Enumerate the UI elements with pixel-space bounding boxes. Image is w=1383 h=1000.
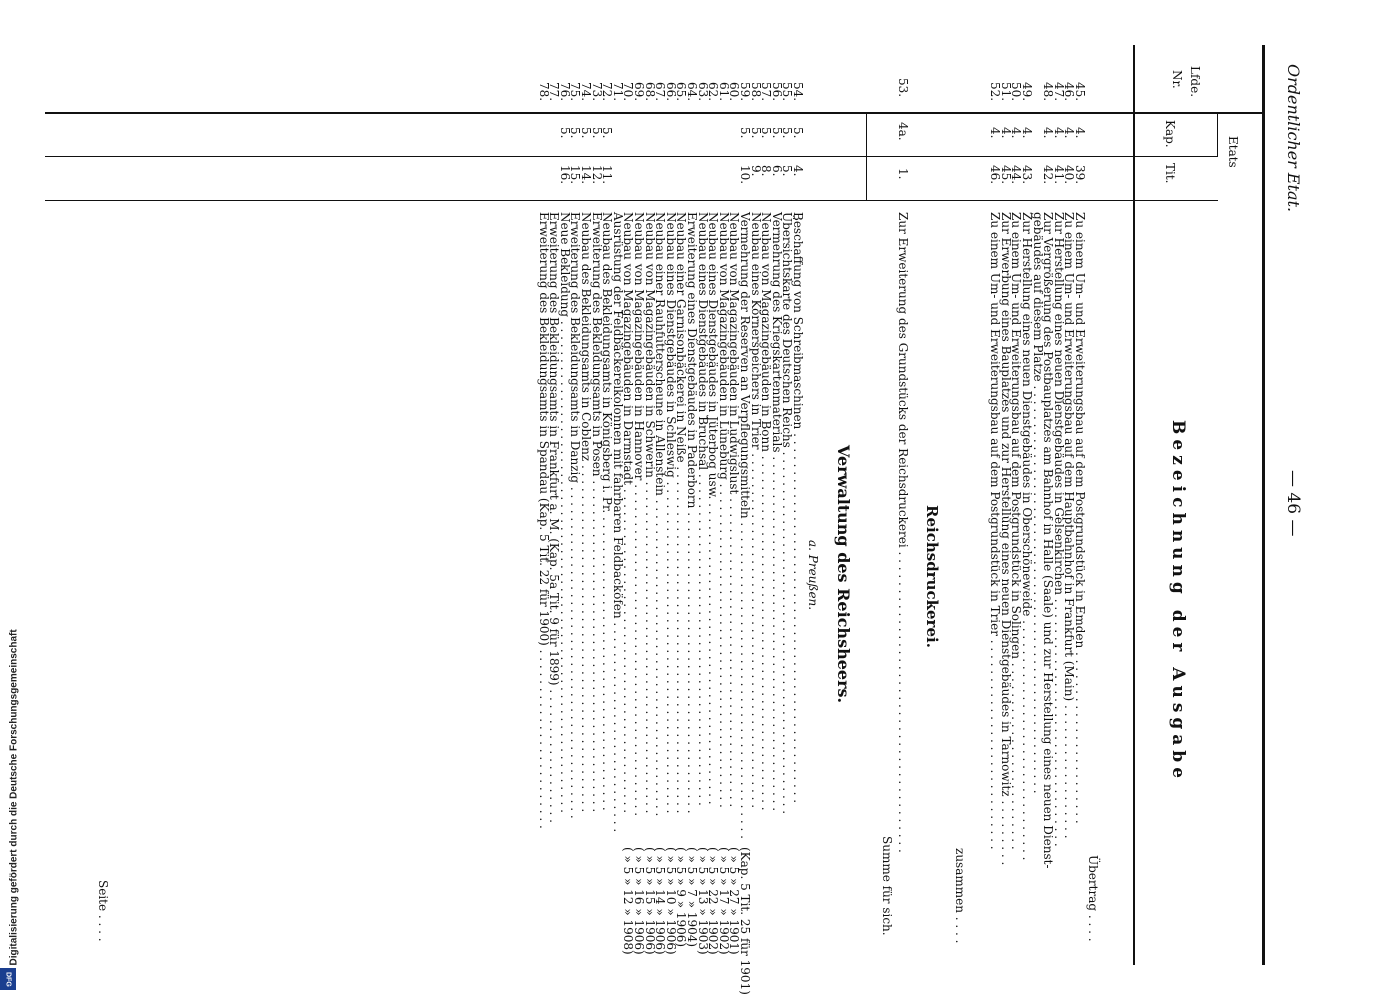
row-tit: 10. xyxy=(738,165,752,185)
row-nr: 48. xyxy=(1041,82,1056,102)
row-label: Übersichtskarte des Deutschen Reichs . . . . . . . . . . . . . . . . . . . . . . . . . . . . . . . . . . . . . . . . . . . . . . . . xyxy=(780,212,795,815)
row-nr: 59. xyxy=(738,82,752,102)
row-kap: 4. xyxy=(1051,127,1066,139)
col-rule-2 xyxy=(45,200,1218,201)
section-divider xyxy=(866,112,867,200)
page-left-title: Ordentlicher Etat. xyxy=(1284,64,1303,213)
col-etats: Etats xyxy=(1226,136,1240,168)
row-tit: 12. xyxy=(589,165,604,185)
row-nr: 52. xyxy=(988,82,1003,102)
row-label: Zu einem Um- und Erweiterungsbau auf dem Postgrundstück in Solingen . . . . . . . . . . . . . . . . . . . . . . . . . xyxy=(1009,212,1024,850)
row-nr: 62. xyxy=(706,82,721,102)
row-nr: 51. xyxy=(998,82,1013,102)
row-nr: 71. xyxy=(610,82,625,102)
row-tit: 4. xyxy=(791,165,805,177)
row-tit: 15. xyxy=(568,165,583,185)
row-reference: ( » 5 » 10 » 1906) xyxy=(663,847,678,955)
col-kap: Kap. xyxy=(1163,120,1177,148)
row-label: Neubau von Magazingebäuden in Ludwigslust . . . . . . . . . . . . . . . . . . . . . . . . . . . . . . . . . . . . . . . . . xyxy=(727,212,742,808)
row-nr: 73. xyxy=(589,82,604,102)
etats-rule xyxy=(1217,112,1218,156)
row-reference: ( » 5 » 15 » 1906) xyxy=(642,847,657,955)
row-label: Erweiterung eines Dienstgebäudes in Paderborn . . . . . . . . . . . . . . . . . . . . . . . . . . . . . . . . . . . . . . . . xyxy=(685,212,699,814)
row-nr: 45. xyxy=(1073,82,1087,102)
row-reference: ( » 5 » 22 » 1902) xyxy=(706,847,721,955)
row-tit: 16. xyxy=(557,165,572,185)
row-tit: 6. xyxy=(769,165,784,177)
row-kap: 5. xyxy=(600,127,615,139)
group2-text: Zur Erweiterung des Grundstücks der Reichsdruckerei . . . . . . . . . . . . . . . . . . . . . . . . . . . . . . . . . . . . . . . . xyxy=(896,212,910,853)
table-row xyxy=(990,212,1001,982)
row-label: Erweiterung des Bekleidungsamts in Posen . . . . . . . . . . . . . . . . . . . . . . . . . . . . . . . . . . . . . . . . . . . . xyxy=(589,212,604,813)
header-rule-top xyxy=(1262,45,1265,965)
row-kap: 5. xyxy=(769,127,784,139)
row-tit: 5. xyxy=(780,165,795,177)
row-label: Neue Bekleidung . . . . . . . . . . . . . . . . . . . . . . . . . . . . . . . . . . . . . . . . . . . . . . . . . . . . . . . . . . . . . . . . . xyxy=(557,212,572,813)
col-lfde: Lfde. xyxy=(1188,66,1202,98)
row-reference: ( » 5 » 16 » 1906) xyxy=(632,847,646,955)
row-reference: ( » 5 » 9 » 1906) xyxy=(674,847,689,948)
seite-line: Seite . . . . xyxy=(96,880,110,942)
header-rule-bottom xyxy=(1133,45,1135,965)
row-kap: 4. xyxy=(1041,127,1056,139)
section-reichsheer: Verwaltung des Reichsheers. xyxy=(834,445,853,704)
row-nr: 56. xyxy=(769,82,784,102)
row-kap: 5. xyxy=(791,127,805,139)
row-label: Ausrüstung der Feldbäckereikolonnen mit fahrbaren Feldbacköfen . . . . . . . . . . . . . . . . . . . . . . . . . . . . xyxy=(610,212,625,833)
row-label: Neubau eines Dienstgebäudes in Jüterbog usw. . . . . . . . . . . . . . . . . . . . . . . . . . . . . . . . . . . . . . . . . xyxy=(706,212,721,805)
row-nr: 47. xyxy=(1051,82,1066,102)
row-label: Erweiterung des Bekleidungsamts in Frankfurt a. M. (Kap. 5a Tit. 9 für 1899) . . . . . . . . . . . . . . . . . . xyxy=(547,212,562,823)
row-label: Neubau von Magazingebäuden in Lüneburg . . . . . . . . . . . . . . . . . . . . . . . . . . . . . . . . . . . . . . . . . . . xyxy=(716,212,731,808)
row-label: Neubau des Bekleidungsamts in Königsberg i. Pr. . . . . . . . . . . . . . . . . . . . . . . . . . . . . . . . . . . . . . . . xyxy=(600,212,615,811)
footer-note: Digitalisierung gefördert durch die Deutsche Forschungsgemeinschaft xyxy=(8,629,20,966)
row-kap: 5. xyxy=(579,127,593,139)
row-kap: 4. xyxy=(998,127,1013,139)
row-label: Zur Herstellung eines neuen Dienstgebäudes in Gelsenkirchen . . . . . . . . . . . . . . . . . . . . . . . . . . . . . . . . . xyxy=(1051,212,1066,847)
row-nr: 65. xyxy=(674,82,689,102)
row-kap: 4. xyxy=(1073,127,1087,139)
col-tit: Tit. xyxy=(1163,163,1177,184)
row-nr: 76. xyxy=(557,82,572,102)
row-tit: 14. xyxy=(579,165,593,185)
row-nr: 64. xyxy=(685,82,699,102)
row-reference: ( » 5 » 7 » 1904) xyxy=(685,847,699,948)
row-label: Neubau eines Dienstgebäudes in Schleswig . . . . . . . . . . . . . . . . . . . . . . . . . . . . . . . . . . . . . . . . . . . . xyxy=(663,212,678,814)
row-nr: 61. xyxy=(716,82,731,102)
col-rule-1 xyxy=(45,112,1265,114)
row-label: Neubau des Bekleidungsamts in Coblenz . . . . . . . . . . . . . . . . . . . . . . . . . . . . . . . . . . . . . . . . . . . . . . xyxy=(579,212,593,813)
col-nr: Nr. xyxy=(1170,70,1184,89)
group2-tit: 1. xyxy=(896,168,910,180)
row-nr: 74. xyxy=(579,82,593,102)
dfg-logo: DFG xyxy=(0,968,16,990)
row-tit: 40. xyxy=(1062,165,1077,185)
row-nr: 57. xyxy=(759,82,774,102)
row-tit: 8. xyxy=(759,165,774,177)
row-kap: 5. xyxy=(738,127,752,139)
col-rule-kap xyxy=(45,156,1218,157)
row-kap: 5. xyxy=(557,127,572,139)
row-kap: 4. xyxy=(1009,127,1024,139)
group2-kap: 4a. xyxy=(896,122,910,141)
row-label: Neubau einer Rauhfutterscheune in Allenstein . . . . . . . . . . . . . . . . . . . . . . . . . . . . . . . . . . . . . . . . . . xyxy=(653,212,668,817)
row-label: Zur Herstellung eines neuen Dienstgebäudes in Oberschöneweide . . . . . . . . . . . . . . . . . . . . . . . . . . . . . . . . xyxy=(1020,212,1034,861)
row-nr: 67. xyxy=(653,82,668,102)
row-nr: 55. xyxy=(780,82,795,102)
table-row xyxy=(538,212,549,982)
row-kap: 5. xyxy=(780,127,795,139)
row-nr: 63. xyxy=(695,82,710,102)
row-tit: 11. xyxy=(600,165,615,185)
row-tit: 43. xyxy=(1020,165,1034,185)
row-tit: 39. xyxy=(1073,165,1087,185)
row-label: Zur Erwerbung eines Bauplatzes und zur Herstellung eines neuen Dienstgebäudes in Tarnowitz . . . . . . . . . xyxy=(998,212,1013,866)
row-nr: 72. xyxy=(600,82,615,102)
section-reichsdruckerei: Reichsdruckerei. xyxy=(923,505,941,648)
row-nr: 50. xyxy=(1009,82,1024,102)
row-nr: 68. xyxy=(642,82,657,102)
row-kap: 5. xyxy=(589,127,604,139)
row-nr: 49. xyxy=(1020,82,1034,102)
row-tit: 9. xyxy=(748,165,763,177)
row-label: gebäudes auf diesem Platze . . . . . . . . . . . . . . . . . . . . . . . . . . . . . . . . . . . . . . . . . . . . . . . . . . . . . . xyxy=(1030,212,1045,794)
row-label: Neubau von Magazingebäuden in Bonn . . . . . . . . . . . . . . . . . . . . . . . . . . . . . . . . . . . . . . . . . . . . . . . xyxy=(759,212,774,811)
row-label: Vermehrung der Reserven an Verpflegungsmitteln . . . . . . . . . . . . . . . . . . . . . . . . . . . . . . . . . . . . . . . . . . xyxy=(738,212,752,839)
row-reference: ( » 5 » 14 » 1906) xyxy=(653,847,668,955)
row-kap: 4. xyxy=(1062,127,1077,139)
row-reference: ( » 5 » 13 » 1903) xyxy=(695,847,710,955)
subsection-preussen: a. Preußen. xyxy=(806,540,820,611)
row-label: Neubau von Magazingebäuden in Hannover . . . . . . . . . . . . . . . . . . . . . . . . . . . . . . . . . . . . . . . . . . . . xyxy=(632,212,646,817)
row-kap: 4. xyxy=(1020,127,1034,139)
row-kap: 5. xyxy=(568,127,583,139)
row-label: Erweiterung des Bekleidungsamts in Danzig . . . . . . . . . . . . . . . . . . . . . . . . . . . . . . . . . . . . . . . . . . . . xyxy=(568,212,583,819)
row-label: Neubau einer Garnisonbäckerei in Neiße . . . . . . . . . . . . . . . . . . . . . . . . . . . . . . . . . . . . . . . . . . . . . . xyxy=(674,212,689,814)
group2-nr: 53. xyxy=(896,78,910,98)
summe-fuer-sich: Summe für sich. xyxy=(880,836,894,936)
row-nr: 66. xyxy=(663,82,678,102)
row-nr: 60. xyxy=(727,82,742,102)
row-nr: 70. xyxy=(621,82,636,102)
page-number: — 46 — xyxy=(1283,470,1303,537)
row-label: Zu einem Um- und Erweiterungsbau auf dem Postgrundstück in Trier . . . . . . . . . . . . . . . . . . . . . . . . . . . . xyxy=(988,212,1003,850)
row-kap: 5. xyxy=(759,127,774,139)
row-nr: 46. xyxy=(1062,82,1077,102)
row-label: Zu einem Um- und Erweiterungsbau auf dem Postgrundstück in Emden . . . . . . . . . . . . . . . . . . . . . . . xyxy=(1073,212,1087,824)
col-bezeichnung: Bezeichnung der Ausgabe xyxy=(1168,420,1188,784)
row-reference: (Kap. 5 Tit. 25 für 1901) xyxy=(738,847,752,995)
row-label: Zur Vergrößerung des Postbauplatzes am Bahnhof in Halle (Saale) und zur Herstellung eines neuen Dienst- xyxy=(1041,212,1056,869)
row-label: Neubau von Magazingebäuden in Schwerin . . . . . . . . . . . . . . . . . . . . . . . . . . . . . . . . . . . . . . . . . . . . xyxy=(642,212,657,814)
row-kap: 4. xyxy=(988,127,1003,139)
row-reference: ( » 5 » 27 » 1901) xyxy=(727,847,742,955)
row-tit: 41. xyxy=(1051,165,1066,185)
row-label: Vermehrung des Kriegskartenmaterials . . . . . . . . . . . . . . . . . . . . . . . . . . . . . . . . . . . . . . . . . . . . . . . xyxy=(769,212,784,812)
uebertrag-line: Übertrag . . . . xyxy=(1086,855,1100,942)
zusammen-line: zusammen . . . . xyxy=(953,848,967,944)
row-nr: 54. xyxy=(791,82,805,102)
row-nr: 58. xyxy=(748,82,763,102)
row-nr: 78. xyxy=(536,82,551,102)
row-label: Neubau eines Dienstgebäudes in Bruchsal . . . . . . . . . . . . . . . . . . . . . . . . . . . . . . . . . . . . . . . . . . . . xyxy=(695,212,710,806)
row-kap: 5. xyxy=(748,127,763,139)
row-tit: 44. xyxy=(1009,165,1024,185)
row-label: Zu einem Um- und Erweiterungsbau auf dem Hauptbahnhof in Frankfurt (Main) . . . . . . . . . . . . . . . . . . xyxy=(1062,212,1077,839)
row-label: Beschaffung von Schreibmaschinen . . . . . . . . . . . . . . . . . . . . . . . . . . . . . . . . . . . . . . . . . . . . . . . . . xyxy=(791,212,805,804)
row-label: Neubau eines Körnerspeichers in Trier . . . . . . . . . . . . . . . . . . . . . . . . . . . . . . . . . . . . . . . . . . . . . . . xyxy=(748,212,763,809)
row-tit: 42. xyxy=(1041,165,1056,185)
row-tit: 46. xyxy=(988,165,1003,185)
row-reference: ( » 5 » 12 » 1908) xyxy=(621,847,636,955)
row-nr: 69. xyxy=(632,82,646,102)
row-label: Neubau von Magazingebäuden in Darmstadt . . . . . . . . . . . . . . . . . . . . . . . . . . . . . . . . . . . . . . . . . . . xyxy=(621,212,636,814)
row-nr: 75. xyxy=(568,82,583,102)
row-nr: 77. xyxy=(547,82,562,102)
row-reference: ( » 5 » 17 » 1902) xyxy=(716,847,731,955)
row-tit: 45. xyxy=(998,165,1013,185)
row-label: Erweiterung des Bekleidungsamts in Spandau (Kap. 5 Tit. 22 für 1900) . . . . . . . . . . . . . . . . . . . . . . . . xyxy=(536,212,551,829)
